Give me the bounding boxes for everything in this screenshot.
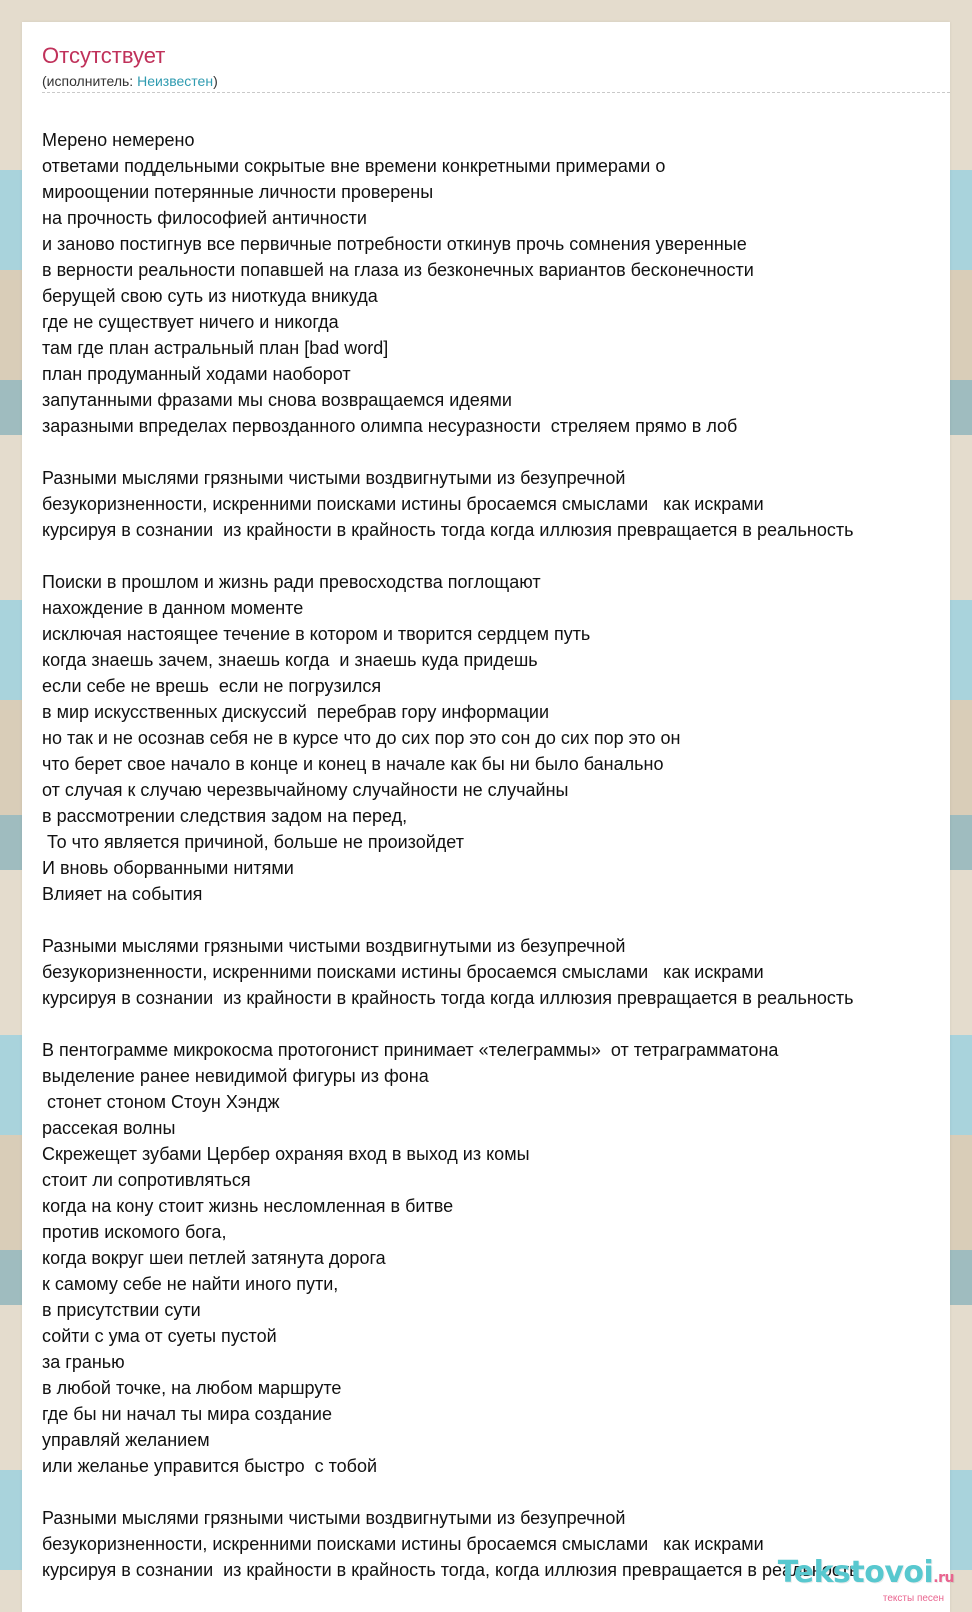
lyric-line: нахождение в данном моменте bbox=[42, 598, 304, 618]
lyric-line: если себе не врешь если не погрузился bbox=[42, 676, 382, 696]
stanza-break bbox=[42, 439, 950, 465]
lyric-line: в рассмотрении следствия задом на перед, bbox=[42, 806, 408, 826]
lyrics-text bbox=[42, 127, 950, 1583]
lyric-line: стонет стоном Стоун Хэндж bbox=[42, 1092, 280, 1112]
logo-name: Tekstovoi bbox=[777, 1555, 934, 1590]
performer-link[interactable]: Неизвестен bbox=[137, 73, 214, 89]
lyric-line: безукоризненности, искренними поисками истины бросаемся смыслами как искрами bbox=[42, 494, 764, 514]
lyric-line: запутанными фразами мы снова возвращаемся идеями bbox=[42, 390, 512, 410]
lyric-line: план продуманный ходами наоборот bbox=[42, 364, 351, 384]
lyric-line: против искомого бога, bbox=[42, 1222, 227, 1242]
lyric-line: где бы ни начал ты мира создание bbox=[42, 1404, 332, 1424]
lyric-line: В пентограмме микрокосма протогонист принимает «телеграммы» от тетраграмматона bbox=[42, 1040, 779, 1060]
lyric-line: Влияет на события bbox=[42, 884, 203, 904]
lyric-line: или желанье управится быстро с тобой bbox=[42, 1456, 378, 1476]
lyric-line: ответами поддельными сокрытые вне времени конкретными примерами о bbox=[42, 156, 666, 176]
lyric-line: за гранью bbox=[42, 1352, 125, 1372]
lyric-line: заразными впределах первозданного олимпа несуразности стреляем прямо в лоб bbox=[42, 416, 738, 436]
lyric-line: но так и не осознав себя не в курсе что до сих пор это сон до сих пор это он bbox=[42, 728, 681, 748]
lyrics-card bbox=[22, 22, 950, 1612]
stanza-break bbox=[42, 543, 950, 569]
lyric-line: когда на кону стоит жизнь несломленная в битве bbox=[42, 1196, 454, 1216]
lyric-line: в присутствии сути bbox=[42, 1300, 201, 1320]
stanza-break bbox=[42, 1011, 950, 1037]
lyric-line: что берет свое начало в конце и конец в начале как бы ни было банально bbox=[42, 754, 664, 774]
title-divider bbox=[42, 92, 950, 93]
lyric-line: на прочность философией античности bbox=[42, 208, 367, 228]
lyric-line: выделение ранее невидимой фигуры из фона bbox=[42, 1066, 429, 1086]
performer-line bbox=[42, 72, 218, 90]
lyric-line: и заново постигнув все первичные потребности откинув прочь сомнения уверенные bbox=[42, 234, 747, 254]
performer-prefix: (исполнитель: bbox=[42, 73, 138, 89]
song-title: Отсутствует bbox=[42, 43, 166, 68]
lyric-line: курсируя в сознании из крайности в крайность тогда, когда иллюзия превращается в реальность bbox=[42, 1560, 859, 1580]
lyric-line: Поиски в прошлом и жизнь ради превосходства поглощают bbox=[42, 572, 541, 592]
lyric-line: Мерено немерено bbox=[42, 130, 195, 150]
lyric-line: безукоризненности, искренними поисками истины бросаемся смыслами как искрами bbox=[42, 1534, 764, 1554]
performer-suffix: ) bbox=[213, 73, 218, 89]
lyric-line: И вновь оборванными нитями bbox=[42, 858, 294, 878]
stanza-break bbox=[42, 907, 950, 933]
lyric-line: в мир искусственных дискуссий перебрав гору информации bbox=[42, 702, 550, 722]
lyric-line: когда вокруг шеи петлей затянута дорога bbox=[42, 1248, 386, 1268]
lyric-line: Скрежещет зубами Цербер охраняя вход в выход из комы bbox=[42, 1144, 530, 1164]
lyric-line: в любой точке, на любом маршруте bbox=[42, 1378, 342, 1398]
lyric-line: курсируя в сознании из крайности в крайность тогда когда иллюзия превращается в реальность bbox=[42, 520, 854, 540]
logo-tagline: тексты песен bbox=[882, 1593, 944, 1604]
lyric-line: исключая настоящее течение в котором и творится сердцем путь bbox=[42, 624, 591, 644]
logo-domain: .ru bbox=[933, 1570, 954, 1586]
site-logo[interactable] bbox=[777, 1555, 954, 1604]
lyric-line: мироощении потерянные личности проверены bbox=[42, 182, 434, 202]
lyric-line: Разными мыслями грязными чистыми воздвигнутыми из безупречной bbox=[42, 468, 626, 488]
lyric-line: где не существует ничего и никогда bbox=[42, 312, 339, 332]
lyric-line: рассекая волны bbox=[42, 1118, 176, 1138]
lyric-line: к самому себе не найти иного пути, bbox=[42, 1274, 339, 1294]
lyric-line: Разными мыслями грязными чистыми воздвигнутыми из безупречной bbox=[42, 1508, 626, 1528]
lyric-line: в верности реальности попавшей на глаза из безконечных вариантов бесконечности bbox=[42, 260, 754, 280]
lyric-line: когда знаешь зачем, знаешь когда и знаешь куда придешь bbox=[42, 650, 538, 670]
lyric-line: сойти с ума от суеты пустой bbox=[42, 1326, 277, 1346]
lyric-line: безукоризненности, искренними поисками истины бросаемся смыслами как искрами bbox=[42, 962, 764, 982]
lyric-line: там где план астральный план [bad word] bbox=[42, 338, 389, 358]
lyric-line: от случая к случаю черезвычайному случайности не случайны bbox=[42, 780, 569, 800]
stanza-break bbox=[42, 1479, 950, 1505]
lyric-line: управляй желанием bbox=[42, 1430, 210, 1450]
lyric-line: берущей свою суть из ниоткуда вникуда bbox=[42, 286, 378, 306]
lyric-line: То что является причиной, больше не произойдет bbox=[42, 832, 464, 852]
lyric-line: Разными мыслями грязными чистыми воздвигнутыми из безупречной bbox=[42, 936, 626, 956]
lyric-line: курсируя в сознании из крайности в крайность тогда когда иллюзия превращается в реальность bbox=[42, 988, 854, 1008]
lyric-line: стоит ли сопротивляться bbox=[42, 1170, 251, 1190]
